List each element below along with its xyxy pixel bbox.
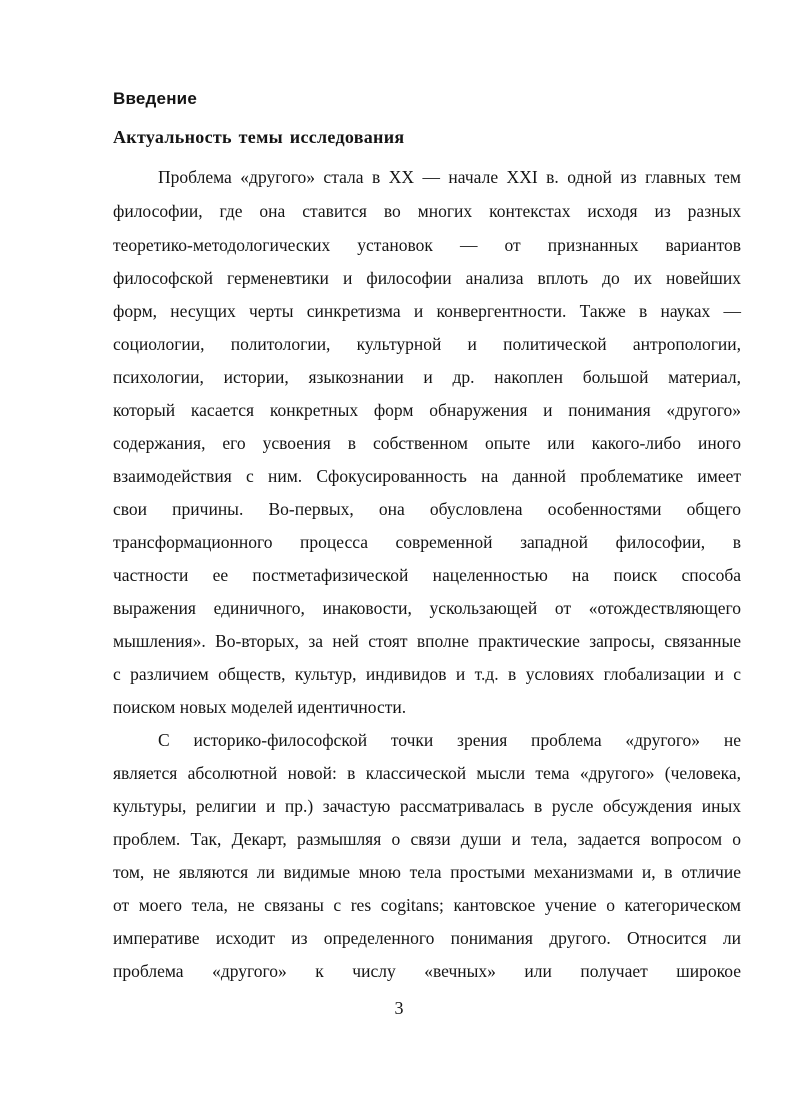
paragraph-2-line: императиве исходит из определенного понимания другого. Относится ли — [113, 928, 741, 948]
paragraph-2-line: культуры, религии и пр.) зачастую рассматривалась в русле обсуждения иных — [113, 796, 741, 816]
section-heading: Введение — [113, 89, 197, 108]
paragraph-1-line: мышления». Во-вторых, за ней стоят вполне практические запросы, связанные — [113, 631, 741, 651]
paragraph-1-line: теоретико-методологических установок — от признанных вариантов — [113, 235, 741, 255]
paragraph-1-line: с различием обществ, культур, индивидов и т.д. в условиях глобализации и с — [113, 664, 741, 684]
paragraph-1-line: выражения единичного, инаковости, ускользающей от «отождествляющего — [113, 598, 741, 618]
paragraph-1-line: Проблема «другого» стала в XX — начале XXI в. одной из главных тем — [158, 167, 741, 187]
paragraph-2-line: том, не являются ли видимые мною тела простыми механизмами и, в отличие — [113, 862, 741, 882]
paragraph-1-line: форм, несущих черты синкретизма и конвергентности. Также в науках — — [113, 301, 741, 321]
paragraph-1-line: философской герменевтики и философии анализа вплоть до их новейших — [113, 268, 741, 288]
paragraph-1-line: свои причины. Во-первых, она обусловлена особенностями общего — [113, 499, 741, 519]
paragraph-2-line: проблема «другого» к числу «вечных» или получает широкое — [113, 961, 741, 981]
paragraph-1-line: социологии, политологии, культурной и политической антропологии, — [113, 334, 741, 354]
paragraph-2-line: является абсолютной новой: в классической мысли тема «другого» (человека, — [113, 763, 741, 783]
page-number: 3 — [394, 998, 404, 1018]
paragraph-1-line: частности ее постметафизической нацеленностью на поиск способа — [113, 565, 741, 585]
paragraph-2-line: от моего тела, не связаны с res cogitans; кантовское учение о категорическом — [113, 895, 741, 915]
paragraph-1-line: философии, где она ставится во многих контекстах исходя из разных — [113, 201, 741, 221]
paragraph-1-line: психологии, истории, языкознании и др. накоплен большой материал, — [113, 367, 741, 387]
paragraph-1-line: трансформационного процесса современной западной философии, в — [113, 532, 741, 552]
paragraph-1-line: взаимодействия с ним. Сфокусированность на данной проблематике имеет — [113, 466, 741, 486]
paragraph-1-line: который касается конкретных форм обнаружения и понимания «другого» — [113, 400, 741, 420]
paragraph-2-line: С историко-философской точки зрения проблема «другого» не — [158, 730, 741, 750]
paragraph-1-line: поиском новых моделей идентичности. — [113, 697, 407, 717]
subsection-heading: Актуальность темы исследования — [113, 127, 405, 147]
paragraph-1-line: содержания, его усвоения в собственном опыте или какого-либо иного — [113, 433, 741, 453]
paragraph-2-line: проблем. Так, Декарт, размышляя о связи души и тела, задается вопросом о — [113, 829, 741, 849]
